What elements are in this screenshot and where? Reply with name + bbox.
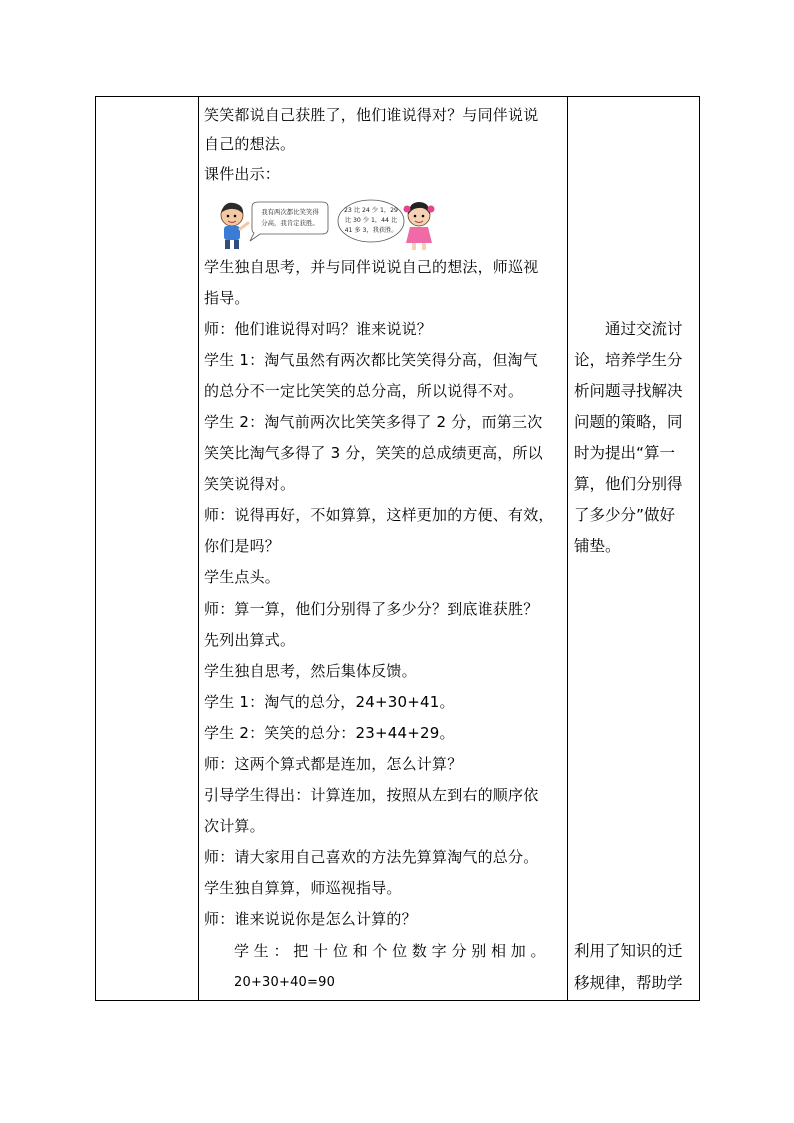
- girl-figure: [404, 202, 435, 250]
- note-line: 论，培养学生分: [574, 351, 683, 369]
- text-line: 笑笑都说自己获胜了，他们谁说得对？与同伴说说: [204, 106, 539, 124]
- text-line: 的总分不一定比笑笑的总分高，所以说得不对。: [204, 382, 524, 400]
- text-line: 笑笑比淘气多得了 3 分，笑笑的总成绩更高，所以: [204, 444, 543, 462]
- text-line: 师：请大家用自己喜欢的方法先算算淘气的总分。: [204, 848, 539, 866]
- text-line: 指导。: [204, 289, 250, 307]
- text-line: 师：这两个算式都是连加，怎么计算？: [204, 755, 463, 773]
- speech-bubble-right: [338, 200, 404, 242]
- speech-bubble-left: [250, 202, 328, 241]
- text-line: 学生独自算算，师巡视指导。: [204, 879, 402, 897]
- bubble-right-text: 23 比 24 少 1，29: [344, 207, 398, 214]
- bubble-right-text: 比 30 少 1，44 比: [344, 217, 398, 224]
- note-line: 算，他们分别得: [574, 475, 683, 493]
- text-line: 学生 1：淘气虽然有两次都比笑笑得分高，但淘气: [204, 351, 538, 369]
- text-line: 自己的想法。: [204, 135, 296, 153]
- note-line: 铺垫。: [574, 537, 621, 555]
- bubble-right-text: 41 多 3，我获胜。: [344, 227, 398, 234]
- text-line: 学 生 ： 把 十 位 和 个 位 数 字 分 别 相 加 。: [234, 942, 546, 960]
- note-line: 移规律，帮助学: [574, 974, 683, 992]
- note-line: 问题的策略，同: [574, 413, 683, 431]
- text-line: 学生 2：笑笑的总分：23+44+29。: [204, 724, 455, 742]
- text-line: 师：谁来说说你是怎么计算的？: [204, 910, 417, 928]
- text-line: 师：算一算，他们分别得了多少分？到底谁获胜？: [204, 600, 539, 618]
- bubble-left-text: 分高，我肯定获胜。: [261, 219, 319, 227]
- text-line: 师：说得再好，不如算算，这样更加的方便、有效，: [204, 506, 554, 524]
- bubble-left-text: 我有两次都比笑笑得: [261, 208, 319, 216]
- text-line: 师：他们谁说得对吗？谁来说说？: [204, 320, 433, 338]
- courseware-illustration: [216, 199, 436, 251]
- text-line: 学生 2：淘气前两次比笑笑多得了 2 分，而第三次: [204, 413, 543, 431]
- text-line: 课件出示：: [204, 165, 281, 183]
- note-line: 了多少分”做好: [574, 506, 676, 524]
- note-line: 利用了知识的迁: [574, 942, 683, 960]
- formula-line: 20+30+40=90: [234, 975, 336, 990]
- note-line: 时为提出“算一: [574, 444, 676, 462]
- column-divider-right: [567, 97, 568, 1000]
- text-line: 引导学生得出：计算连加，按照从左到右的顺序依: [204, 786, 539, 804]
- text-line: 学生独自思考，然后集体反馈。: [204, 662, 417, 680]
- column-divider-left: [198, 97, 199, 1000]
- lesson-table: [95, 96, 700, 1001]
- text-line: 学生独自思考，并与同伴说说自己的想法，师巡视: [204, 258, 539, 276]
- text-line: 次计算。: [204, 817, 265, 835]
- note-line: 析问题寻找解决: [574, 382, 683, 400]
- boy-figure: [221, 203, 248, 249]
- note-line: 通过交流讨: [574, 320, 683, 338]
- text-line: 先列出算式。: [204, 631, 296, 649]
- text-line: 你们是吗？: [204, 537, 281, 555]
- text-line: 学生点头。: [204, 568, 281, 586]
- text-line: 笑笑说得对。: [204, 475, 296, 493]
- text-line: 学生 1：淘气的总分，24+30+41。: [204, 693, 455, 711]
